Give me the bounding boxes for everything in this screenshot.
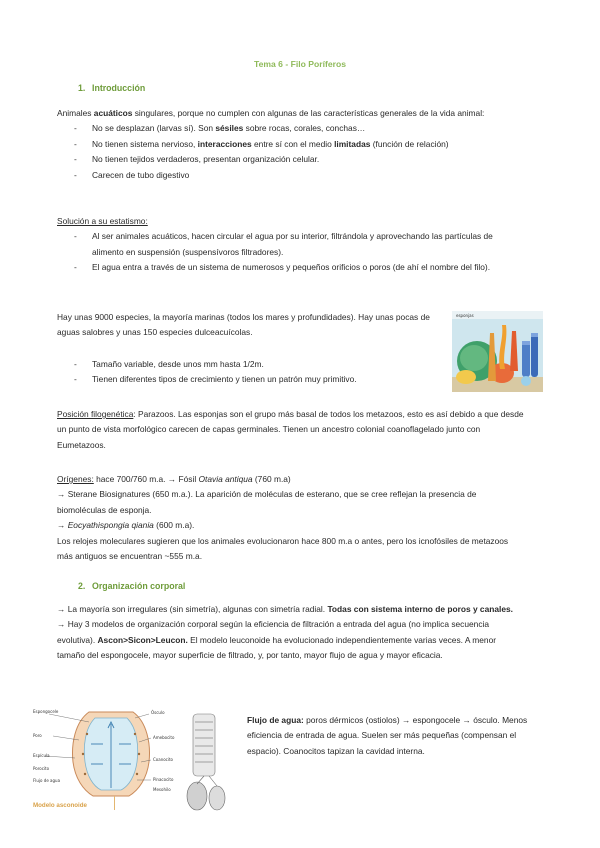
svg-text:esponjas: esponjas (456, 313, 474, 318)
caption-divider (114, 796, 115, 810)
solution-list (57, 229, 525, 275)
phylogeny-block (57, 407, 525, 453)
origins-line-4: Los relojes moleculares sugieren que los animales evolucionaron hace 800 m.a o antes, pero los icnofósiles de metazoos más antiguos se encuentran ~555 m.a. (57, 535, 509, 562)
species-list-block (57, 357, 437, 388)
diagram-label: Poro (33, 733, 42, 738)
origins-block (57, 472, 525, 564)
organization-paragraph-2: → Hay 3 modelos de organización corporal según la eficiencia de filtración a entrada del agua (no implica secuencia evolutiva). Ascon>Sicon>Leucon. El modelo leuconoide ha evolucionado independientemente varias veces. A menor tamaño del espongocele, mayor superficie de filtrado, y, por tanto, mayor flujo de agua y mayor eficacia. (57, 619, 497, 661)
intro-paragraph: Animales acuáticos singulares, porque no cumplen con algunas de las características generales de la vida animal: (57, 108, 485, 118)
diagram-label: Espongocele (33, 709, 59, 714)
origins-line-1: Orígenes: hace 700/760 m.a. → Fósil Otavia antiqua (760 m.a) (57, 474, 291, 484)
diagram-label: Amebocito (153, 735, 175, 740)
list-item: - Carecen de tubo digestivo (57, 168, 525, 183)
solution-heading: Solución a su estatismo: (57, 216, 148, 226)
diagram-caption: Modelo asconoide (33, 802, 87, 809)
section-1-heading (78, 81, 145, 96)
section-title: Organización corporal (92, 581, 186, 591)
diagram-label: Coanocito (153, 757, 173, 762)
list-item: - No tienen tejidos verdaderos, presentan organización celular. (57, 152, 525, 167)
diagram-label: Porocito (33, 766, 50, 771)
water-flow-paragraph: Flujo de agua: poros dérmicos (ostiolos) → espongocele → ósculo. Menos eficiencia de entrada de agua. Suelen ser más pequeñas (compensan el espacio). Coanocitos tapizan la cavidad interna. (247, 715, 528, 756)
section-title: Introducción (92, 83, 146, 93)
diagram-label: Espícula (33, 753, 50, 758)
list-item: - Al ser animales acuáticos, hacen circular el agua por su interior, filtrándola y aprovechando las partículas de alimento en suspensión (suspensívoros filtradores). (57, 229, 525, 260)
diagram-label: Mesohilo (153, 787, 171, 792)
document-title: Tema 6 - Filo Poríferos (253, 59, 346, 69)
diagram-label: Flujo de agua (33, 778, 61, 783)
origins-line-2: → Sterane Biosignatures (650 m.a.). La aparición de moléculas de esterano, que se cree reflejan la presencia de biomoléculas de esponja. (57, 489, 477, 515)
origins-line-3: → Eocyathispongia qiania (600 m.a). (57, 520, 195, 531)
species-list (57, 357, 437, 388)
intro-list (57, 121, 525, 183)
list-item: - Tamaño variable, desde unos mm hasta 1/2m. (57, 357, 437, 372)
intro-block (57, 106, 525, 183)
water-flow-block (247, 713, 537, 759)
section-2-heading (78, 579, 185, 594)
sponges-photo (452, 311, 543, 392)
species-paragraph: Hay unas 9000 especies, la mayoría marinas (todos los mares y profundidades). Hay unas pocas de aguas salobres y unas 150 especies dulceacuícolas. (57, 312, 430, 338)
list-item: - El agua entra a través de un sistema de numerosos y pequeños orificios o poros (de ahí el nombre del filo). (57, 260, 525, 275)
list-item: - No tienen sistema nervioso, interacciones entre sí con el medio limitadas (función de relación) (57, 137, 525, 152)
section-number: 1. (78, 83, 86, 93)
section-number: 2. (78, 581, 86, 591)
diagram-label: Pinacocito (153, 777, 174, 782)
diagram-label: Ósculo (151, 710, 165, 715)
species-block (57, 310, 435, 341)
solution-block (57, 214, 525, 276)
organization-paragraph-1: → La mayoría son irregulares (sin simetría), algunas con simetría radial. Todas con sistema interno de poros y canales. (57, 604, 513, 614)
organization-block (57, 602, 525, 664)
phylogeny-paragraph: Posición filogenética: Parazoos. Las esponjas son el grupo más basal de todos los metazoos, esto es así debido a que desde un punto de vista morfológico carecen de capas germinales. Tienen un ancestro colonial coanoflagelado junto con Eumetazoos. (57, 409, 524, 450)
list-item: - No se desplazan (larvas sí). Son sésiles sobre rocas, corales, conchas… (57, 121, 525, 136)
list-item: - Tienen diferentes tipos de crecimiento y tienen un patrón muy primitivo. (57, 372, 437, 387)
